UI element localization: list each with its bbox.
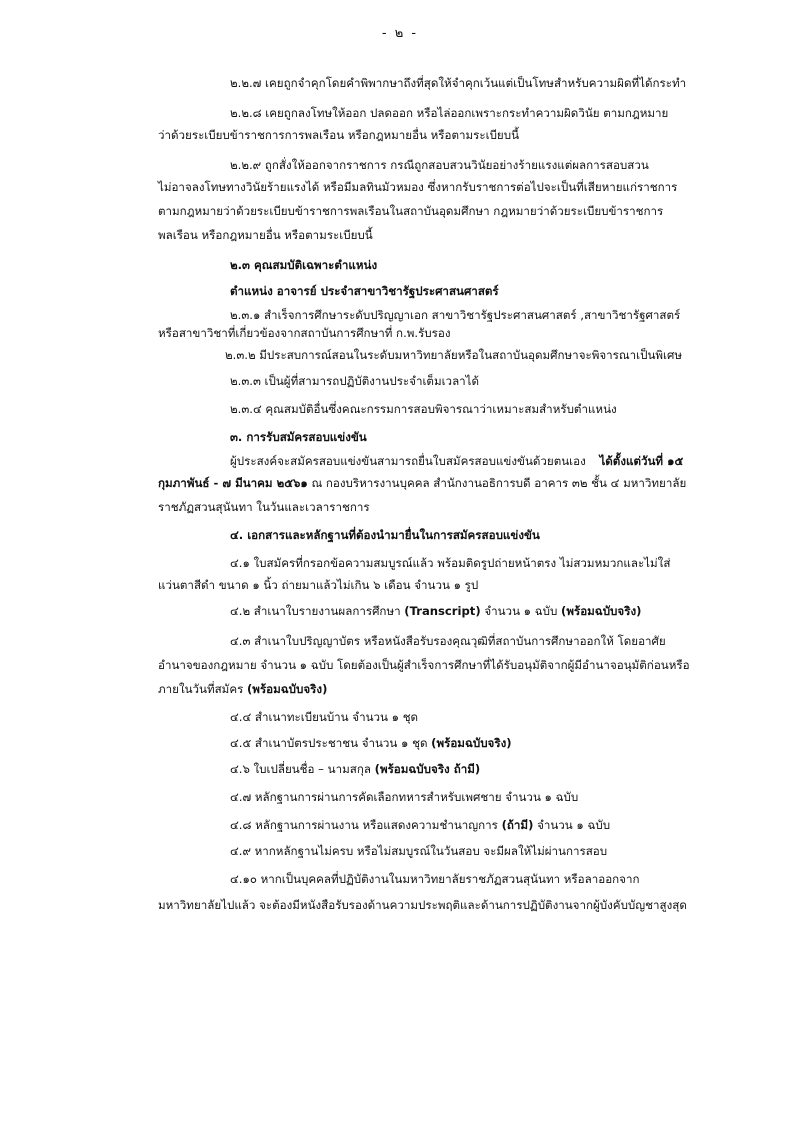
item-4-1-line1: ๔.๑ ใบสมัครที่กรอกข้อความสมบูรณ์แล้ว พร้อมติดรูปถ่ายหน้าตรง ไม่สวมหมวกและไม่ใส่ bbox=[230, 556, 671, 570]
item-4-5-text: ๔.๕ สำเนาบัตรประชาชน จำนวน ๑ ชุด bbox=[230, 736, 428, 750]
item-4-2 bbox=[230, 602, 641, 620]
item-4-3-original: (พร้อมฉบับจริง) bbox=[247, 682, 328, 696]
item-2-2-8-line1: ๒.๒.๘ เคยถูกลงโทษให้ออก ปลดออก หรือไล่ออกเพราะกระทำความผิดวินัย ตามกฎหมาย bbox=[230, 106, 669, 120]
item-2-3-3: ๒.๓.๓ เป็นผู้ที่สามารถปฏิบัติงานประจำเต็มเวลาได้ bbox=[230, 374, 480, 388]
item-2-2-9-line1: ๒.๒.๙ ถูกสั่งให้ออกจากราชการ กรณีถูกสอบสวนวินัยอย่างร้ายแรงแต่ผลการสอบสวน bbox=[230, 158, 649, 172]
item-4-5 bbox=[230, 734, 512, 752]
item-4-2-original: (พร้อมฉบับจริง) bbox=[561, 604, 642, 618]
item-4-3-line3-text: ภายในวันที่สมัคร bbox=[158, 682, 244, 696]
section-3-para-line1-text: ผู้ประสงค์จะสมัครสอบแข่งขันสามารถยื่นใบสมัครสอบแข่งขันด้วยตนเอง bbox=[230, 454, 586, 468]
item-4-2-text: ๔.๒ สำเนาใบรายงานผลการศึกษา bbox=[230, 604, 401, 618]
item-4-5-original: (พร้อมฉบับจริง) bbox=[431, 736, 512, 750]
section-3-para-line1 bbox=[230, 452, 683, 470]
section-3-para-line3: ราชภัฏสวนสุนันทา ในวันและเวลาราชการ bbox=[158, 500, 370, 514]
item-2-3-1-line2: หรือสาขาวิชาที่เกี่ยวข้องจากสถาบันการศึกษาที่ ก.พ.รับรอง bbox=[158, 326, 451, 340]
item-4-3-line3 bbox=[158, 680, 327, 698]
item-2-3-1-line1: ๒.๓.๑ สำเร็จการศึกษาระดับปริญญาเอก สาขาวิชารัฐประศาสนศาสตร์ ,สาขาวิชารัฐศาสตร์ bbox=[230, 308, 681, 322]
item-2-2-7: ๒.๒.๗ เคยถูกจำคุกโดยคำพิพากษาถึงที่สุดให้จำคุกเว้นแต่เป็นโทษสำหรับความผิดที่ได้กระทำ bbox=[230, 76, 687, 90]
item-4-9: ๔.๙ หากหลักฐานไม่ครบ หรือไม่สมบูรณ์ในวันสอบ จะมีผลให้ไม่ผ่านการสอบ bbox=[230, 844, 608, 858]
position-title: ตำแหน่ง อาจารย์ ประจำสาขาวิชารัฐประศาสนศาสตร์ bbox=[230, 284, 499, 298]
item-4-6-text: ๔.๖ ใบเปลี่ยนชื่อ – นามสกุล bbox=[230, 762, 371, 776]
section-3-para-line2-text: ณ กองบริหารงานบุคคล สำนักงานอธิการบดี อาคาร ๓๒ ชั้น ๔ มหาวิทยาลัย bbox=[311, 476, 687, 490]
item-2-2-8-line2: ว่าด้วยระเบียบข้าราชการการพลเรือน หรือกฎหมายอื่น หรือตามระเบียบนี้ bbox=[158, 128, 520, 142]
item-4-3-line2: อำนาจของกฎหมาย จำนวน ๑ ฉบับ โดยต้องเป็นผู้สำเร็จการศึกษาที่ได้รับอนุมัติจากผู้มีอำนาจอนุมัติก่อนหรือ bbox=[158, 658, 690, 672]
item-4-10-line2: มหาวิทยาลัยไปแล้ว จะต้องมีหนังสือรับรองด้านความประพฤติและด้านการปฏิบัติงานจากผู้บังคับบัญชาสูงสุด bbox=[158, 898, 687, 912]
item-2-2-9-line2: ไม่อาจลงโทษทางวินัยร้ายแรงได้ หรือมีมลทินมัวหมอง ซึ่งหากรับราชการต่อไปจะเป็นที่เสียหายแก่ราชการ bbox=[158, 180, 678, 194]
item-4-2-count: จำนวน ๑ ฉบับ bbox=[484, 604, 558, 618]
item-4-2-transcript: (Transcript) bbox=[404, 604, 481, 618]
section-3-heading: ๓. การรับสมัครสอบแข่งขัน bbox=[230, 430, 367, 444]
item-4-1-line2: แว่นตาสีดำ ขนาด ๑ นิ้ว ถ่ายมาแล้วไม่เกิน ๖ เดือน จำนวน ๑ รูป bbox=[158, 578, 479, 592]
section-3-date-end: กุมภาพันธ์ - ๗ มีนาคม ๒๕๖๑ bbox=[158, 476, 308, 490]
section-3-date-start: ได้ตั้งแต่วันที่ ๑๕ bbox=[599, 454, 684, 468]
item-4-7: ๔.๗ หลักฐานการผ่านการคัดเลือกทหารสำหรับเพศชาย จำนวน ๑ ฉบับ bbox=[230, 790, 579, 804]
item-4-3-line1: ๔.๓ สำเนาใบปริญญาบัตร หรือหนังสือรับรองคุณวุฒิที่สถาบันการศึกษาออกให้ โดยอาศัย bbox=[230, 634, 666, 648]
section-4-heading: ๔. เอกสารและหลักฐานที่ต้องนำมายื่นในการสมัครสอบแข่งขัน bbox=[230, 528, 540, 542]
item-2-2-9-line3: ตามกฎหมายว่าด้วยระเบียบข้าราชการพลเรือนในสถาบันอุดมศึกษา กฎหมายว่าด้วยระเบียบข้าราชการ bbox=[158, 204, 664, 218]
section-2-3-heading: ๒.๓ คุณสมบัติเฉพาะตำแหน่ง bbox=[230, 258, 378, 272]
item-4-6-original: (พร้อมฉบับจริง ถ้ามี) bbox=[374, 762, 481, 776]
section-3-para-line2 bbox=[158, 474, 686, 492]
item-4-8-count: จำนวน ๑ ฉบับ bbox=[537, 818, 611, 832]
item-2-3-4: ๒.๓.๔ คุณสมบัติอื่นซึ่งคณะกรรมการสอบพิจารณาว่าเหมาะสมสำหรับตำแหน่ง bbox=[230, 402, 617, 416]
item-4-8-text: ๔.๘ หลักฐานการผ่านงาน หรือแสดงความชำนาญการ bbox=[230, 818, 498, 832]
item-4-10-line1: ๔.๑๐ หากเป็นบุคคลที่ปฏิบัติงานในมหาวิทยาลัยราชภัฏสวนสุนันทา หรือลาออกจาก bbox=[230, 872, 640, 886]
item-4-8 bbox=[230, 816, 610, 834]
page-number: - ๒ - bbox=[381, 26, 419, 41]
item-4-8-optional: (ถ้ามี) bbox=[501, 818, 534, 832]
item-2-2-9-line4: พลเรือน หรือกฎหมายอื่น หรือตามระเบียบนี้ bbox=[158, 228, 373, 242]
item-4-4: ๔.๔ สำเนาทะเบียนบ้าน จำนวน ๑ ชุด bbox=[230, 710, 419, 724]
item-2-3-2: ๒.๓.๒ มีประสบการณ์สอนในระดับมหาวิทยาลัยหรือในสถาบันอุดมศึกษาจะพิจารณาเป็นพิเศษ bbox=[225, 348, 683, 362]
item-4-6 bbox=[230, 760, 480, 778]
